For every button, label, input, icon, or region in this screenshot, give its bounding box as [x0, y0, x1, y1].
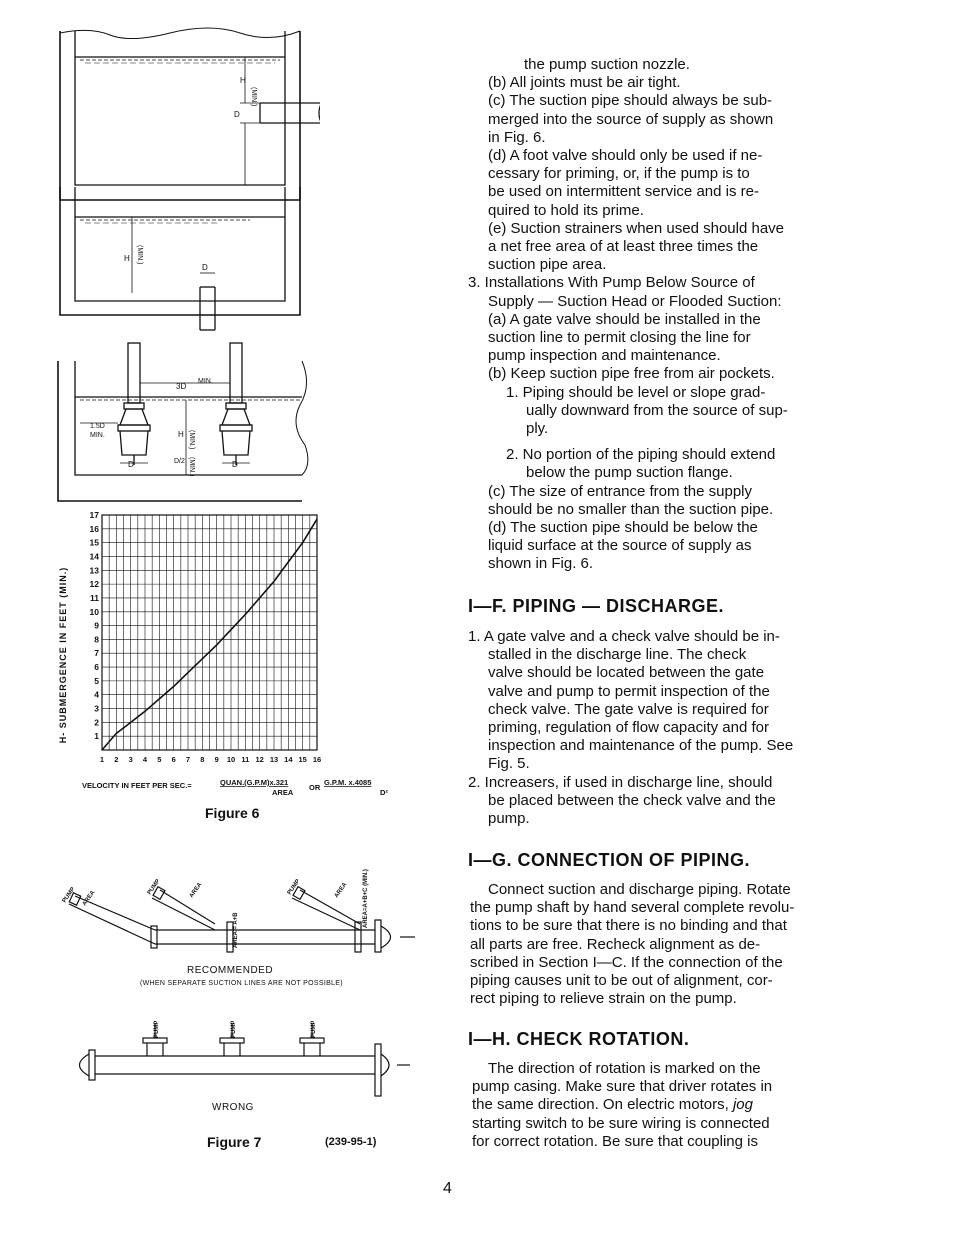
text-line: 3. Installations With Pump Below Source of	[468, 274, 755, 292]
text-line: ually downward from the source of sup-	[526, 401, 788, 419]
chart-ytick-label: 12	[89, 579, 99, 590]
fig6-d-mid: D	[202, 263, 208, 272]
text-line: in Fig. 6.	[488, 128, 546, 146]
text-line: cessary for priming, or, if the pump is to	[488, 165, 750, 183]
chart-xtick-label: 10	[226, 755, 236, 764]
fig6-h-mid: H	[124, 254, 130, 263]
fig6-h-bot: H	[178, 430, 184, 439]
chart-xlabel-prefix: VELOCITY IN FEET PER SEC.=	[82, 781, 192, 790]
fig6-d2: D/2	[174, 458, 185, 465]
text-line: pump casing. Make sure that driver rotates in	[472, 1078, 773, 1096]
text-line: pump.	[488, 810, 530, 828]
fig7-pump-2: PUMP	[146, 878, 162, 897]
chart-ytick-label: 6	[94, 662, 99, 673]
text-line: below the pump suction flange.	[526, 464, 733, 482]
chart-xtick-label: 5	[157, 755, 162, 764]
figure7-ref: (239-95-1)	[325, 1136, 377, 1148]
section-rotation	[472, 1060, 837, 1151]
figure6-caption: Figure 6	[205, 805, 260, 821]
text-line: priming, regulation of flow capacity and for	[488, 719, 769, 737]
fig7-wrong-pump-3: PUMP	[311, 1020, 317, 1038]
text-line: The direction of rotation is marked on the	[488, 1060, 761, 1077]
heading-piping-discharge: I—F. PIPING — DISCHARGE.	[468, 596, 725, 616]
fig6-min-label: MIN.	[198, 378, 213, 385]
chart-xtick-label: 8	[200, 755, 205, 764]
chart-ytick-label: 7	[94, 648, 99, 659]
text-line: scribed in Section I—C. If the connection of the	[470, 953, 783, 971]
chart-ytick-label: 10	[89, 606, 99, 617]
fig7-area-ab: AREA = A+B	[233, 912, 239, 948]
text-line: piping causes unit to be out of alignment, cor-	[470, 972, 773, 990]
text-line: (d) The suction pipe should be below the	[488, 519, 758, 537]
fig6-15d: 1.5D	[90, 423, 105, 430]
fig6-min-d2: (MIN.)	[188, 457, 195, 477]
chart-ytick-label: 1	[94, 731, 99, 742]
chart-xtick-label: 2	[114, 755, 119, 764]
text-emphasis: jog	[732, 1096, 753, 1114]
chart-ytick-label: 5	[94, 675, 99, 686]
fig6-3d: 3D	[176, 382, 187, 391]
heading-check-rotation: I—H. CHECK ROTATION.	[468, 1029, 690, 1049]
section-connection	[470, 881, 835, 1008]
fig7-wrong-pump-2: PUMP	[231, 1020, 237, 1038]
text-line: (b) All joints must be air tight.	[488, 74, 681, 92]
chart-xtick-label: 16	[312, 755, 322, 764]
chart-ytick-label: 16	[89, 523, 99, 534]
figure7-caption: Figure 7	[207, 1134, 262, 1150]
fig7-pump-1: PUMP	[61, 886, 77, 905]
fig6-d-right: D	[232, 460, 238, 469]
chart-ytick-label: 17	[89, 510, 99, 520]
text-line: valve and pump to permit inspection of the	[488, 682, 770, 700]
submergence-chart	[52, 505, 432, 805]
chart-xtick-label: 6	[171, 755, 176, 764]
chart-ytick-label: 15	[89, 537, 99, 548]
fig6-min-top: (MIN.)	[250, 87, 257, 107]
text-line: ply.	[526, 420, 549, 438]
fig6-min-mid: (MIN.)	[136, 245, 143, 265]
text-line: shown in Fig. 6.	[488, 555, 594, 573]
fig7-area-abc: AREA=A+B+C (MIN.)	[363, 869, 369, 928]
chart-ytick-label: 9	[94, 620, 99, 631]
page-number: 4	[443, 1180, 452, 1197]
text-line: (e) Suction strainers when used should have	[488, 219, 785, 237]
chart-xlabel-num1: QUAN.(G.P.M)x.321	[220, 778, 289, 787]
fig7-area-1: AREA	[81, 889, 97, 908]
chart-ytick-label: 11	[90, 592, 99, 603]
text-line: the pump suction nozzle.	[524, 56, 690, 73]
chart-xlabel-or: OR	[309, 783, 321, 792]
fig7-recommended-note: (WHEN SEPARATE SUCTION LINES ARE NOT POSSIBLE)	[140, 980, 343, 987]
chart-xtick-label: 15	[298, 755, 307, 764]
fig7-wrong-pump-1: PUMP	[154, 1020, 160, 1038]
chart-xtick-label: 7	[185, 755, 191, 764]
fig6-min-bot: (MIN.)	[188, 430, 195, 450]
text-line: liquid surface at the source of supply as	[488, 537, 752, 555]
fig7-area-3: AREA	[333, 881, 349, 900]
text-line: Fig. 5.	[488, 755, 530, 773]
text-line: inspection and maintenance of the pump. See	[488, 737, 794, 755]
fig6-d-top: D	[234, 110, 240, 119]
fig6-d-left: D	[128, 460, 134, 469]
text-line: for correct rotation. Be sure that coupling is	[472, 1132, 758, 1150]
text-line: all parts are free. Recheck alignment as de-	[470, 935, 761, 953]
text-line: (c) The suction pipe should always be sub-	[488, 92, 773, 110]
chart-ylabel: H- SUBMERGENCE IN FEET (MIN.)	[58, 566, 68, 744]
chart-ytick-label: 8	[94, 634, 99, 645]
text-line: Supply — Suction Head or Flooded Suction:	[488, 292, 782, 310]
text-line: 1. A gate valve and a check valve should be in-	[468, 628, 780, 645]
text-line: merged into the source of supply as shown	[488, 110, 774, 128]
text-line: the pump shaft by hand several complete revolu-	[470, 899, 795, 917]
chart-ytick-label: 3	[94, 703, 99, 714]
text-line: (b) Keep suction pipe free from air pockets.	[488, 365, 775, 383]
text-line: (d) A foot valve should only be used if ne-	[488, 147, 763, 165]
text-line: (c) The size of entrance from the supply	[488, 482, 753, 500]
text-line: check valve. The gate valve is required for	[488, 700, 769, 718]
text-line: rect piping to relieve strain on the pump.	[470, 990, 737, 1008]
right-column	[468, 56, 833, 574]
chart-xlabel-den1: AREA	[272, 788, 294, 797]
text-line: stalled in the discharge line. The check	[488, 646, 747, 664]
chart-xtick-label: 9	[214, 755, 219, 764]
text-line: 1. Piping should be level or slope grad-	[506, 383, 766, 401]
text-line: (a) A gate valve should be installed in the	[488, 310, 761, 328]
text-line: should be no smaller than the suction pipe.	[488, 500, 774, 518]
text-line: suction line to permit closing the line for	[488, 329, 751, 347]
figure6-diagrams	[50, 25, 320, 505]
text-line	[472, 1096, 837, 1114]
chart-xtick-label: 13	[269, 755, 279, 764]
chart-xtick-label: 11	[241, 755, 250, 764]
chart-xtick-label: 1	[99, 755, 105, 764]
text-line: 2. No portion of the piping should extend	[506, 446, 776, 464]
chart-xtick-label: 3	[128, 755, 133, 764]
chart-xlabel-num2: G.P.M. x.4085	[324, 778, 372, 787]
text-line: suction pipe area.	[488, 256, 607, 274]
text-line: quired to hold its prime.	[488, 201, 644, 219]
fig6-h-top: H	[240, 76, 246, 85]
text-line: be used on intermittent service and is re-	[488, 183, 759, 201]
text-line: be placed between the check valve and the	[488, 791, 776, 809]
text-line: 2. Increasers, if used in discharge line, should	[468, 773, 773, 791]
text-line: Connect suction and discharge piping. Rotate	[488, 881, 791, 898]
chart-xtick-label: 4	[142, 755, 148, 764]
text-span: the same direction. On electric motors,	[472, 1096, 729, 1114]
text-line: pump inspection and maintenance.	[488, 347, 721, 365]
text-line: tions to be sure that there is no binding and that	[470, 917, 787, 935]
heading-connection-piping: I—G. CONNECTION OF PIPING.	[468, 850, 751, 870]
text-line: a net free area of at least three times the	[488, 238, 759, 256]
section-discharge	[468, 628, 833, 828]
chart-ytick-label: 2	[94, 717, 99, 728]
chart-ytick-label: 4	[94, 689, 99, 700]
text-line: valve should be located between the gate	[488, 664, 765, 682]
text-line: starting switch to be sure wiring is connected	[472, 1114, 770, 1132]
chart-ytick-label: 14	[89, 551, 99, 562]
fig7-recommended: RECOMMENDED	[187, 965, 274, 976]
chart-xlabel-den2: D²	[380, 788, 388, 797]
fig7-area-2: AREA	[188, 881, 204, 900]
chart-xtick-label: 14	[284, 755, 293, 764]
chart-xtick-label: 12	[255, 755, 264, 764]
chart-ytick-label: 13	[89, 565, 99, 576]
fig7-pump-3: PUMP	[286, 878, 302, 897]
fig6-min-label2: MIN.	[90, 432, 105, 439]
fig7-wrong: WRONG	[212, 1102, 254, 1113]
